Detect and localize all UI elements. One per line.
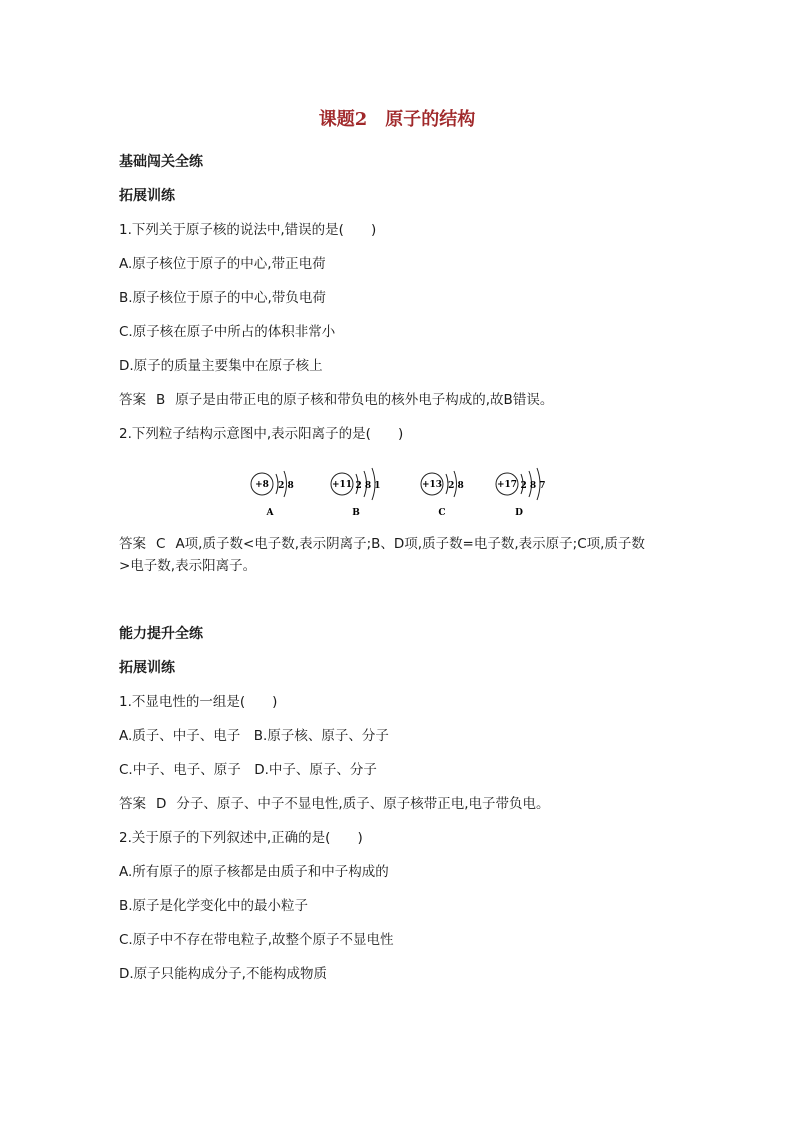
question-stem: 2.关于原子的下列叙述中,正确的是( ) <box>119 830 363 846</box>
answer-explanation: 原子是由带正电的原子核和带负电的核外电子构成的,故B错误。 <box>175 392 554 408</box>
diagram-label: A <box>266 508 274 518</box>
diagram-d <box>496 468 546 518</box>
section-heading-basic: 基础闯关全练 <box>119 154 203 170</box>
options-row-1: A.质子、中子、电子 B.原子核、原子、分子 <box>119 728 389 744</box>
atom-structure-diagrams <box>240 462 560 522</box>
nucleus-charge: +8 <box>255 480 269 490</box>
option-d: D.原子只能构成分子,不能构成物质 <box>119 966 327 982</box>
diagram-c <box>421 471 464 518</box>
section-heading-advanced: 能力提升全练 <box>119 626 203 642</box>
diagram-label: C <box>438 508 446 518</box>
option-d: D.原子的质量主要集中在原子核上 <box>119 358 323 374</box>
option-a: A.原子核位于原子的中心,带正电荷 <box>119 256 326 272</box>
nucleus-charge: +17 <box>496 480 518 490</box>
answer-key: C <box>156 536 166 552</box>
nucleus-charge: +13 <box>421 480 443 490</box>
page-title: 课题2 原子的结构 <box>318 109 476 130</box>
answer-label: 答案 <box>119 536 146 552</box>
option-b: B.原子核位于原子的中心,带负电荷 <box>119 290 326 306</box>
diagram-label: B <box>352 508 360 518</box>
question-stem: 1.不显电性的一组是( ) <box>119 694 278 710</box>
option-b: B.原子是化学变化中的最小粒子 <box>119 898 309 914</box>
answer-line <box>119 794 550 814</box>
answer-label: 答案 <box>119 392 146 408</box>
electron-shells: 2 8 <box>448 481 464 491</box>
option-a: A.所有原子的原子核都是由质子和中子构成的 <box>119 864 389 880</box>
answer-explanation: 分子、原子、中子不显电性,质子、原子核带正电,电子带负电。 <box>176 796 550 812</box>
diagram-a <box>251 471 294 518</box>
options-row-2: C.中子、电子、原子 D.中子、原子、分子 <box>119 762 377 778</box>
electron-shells: 2 8 1 <box>355 481 381 491</box>
subheading-extension: 拓展训练 <box>119 660 175 676</box>
answer-explanation-cont: >电子数,表示阳离子。 <box>119 558 257 574</box>
answer-line <box>119 534 645 554</box>
option-c: C.原子中不存在带电粒子,故整个原子不显电性 <box>119 932 394 948</box>
electron-shells: 2 8 7 <box>520 481 546 491</box>
diagram-b <box>331 468 381 518</box>
answer-line <box>119 390 553 410</box>
answer-key: B <box>156 392 166 408</box>
nucleus-charge: +11 <box>331 480 353 490</box>
question-stem: 2.下列粒子结构示意图中,表示阳离子的是( ) <box>119 426 404 442</box>
answer-explanation: A项,质子数<电子数,表示阴离子;B、D项,质子数=电子数,表示原子;C项,质子数 <box>175 536 645 552</box>
electron-shells: 2 8 <box>278 481 294 491</box>
answer-label: 答案 <box>119 796 146 812</box>
answer-key: D <box>156 796 167 812</box>
subheading-extension: 拓展训练 <box>119 188 175 204</box>
question-stem: 1.下列关于原子核的说法中,错误的是( ) <box>119 222 377 238</box>
diagram-label: D <box>515 508 523 518</box>
option-c: C.原子核在原子中所占的体积非常小 <box>119 324 336 340</box>
